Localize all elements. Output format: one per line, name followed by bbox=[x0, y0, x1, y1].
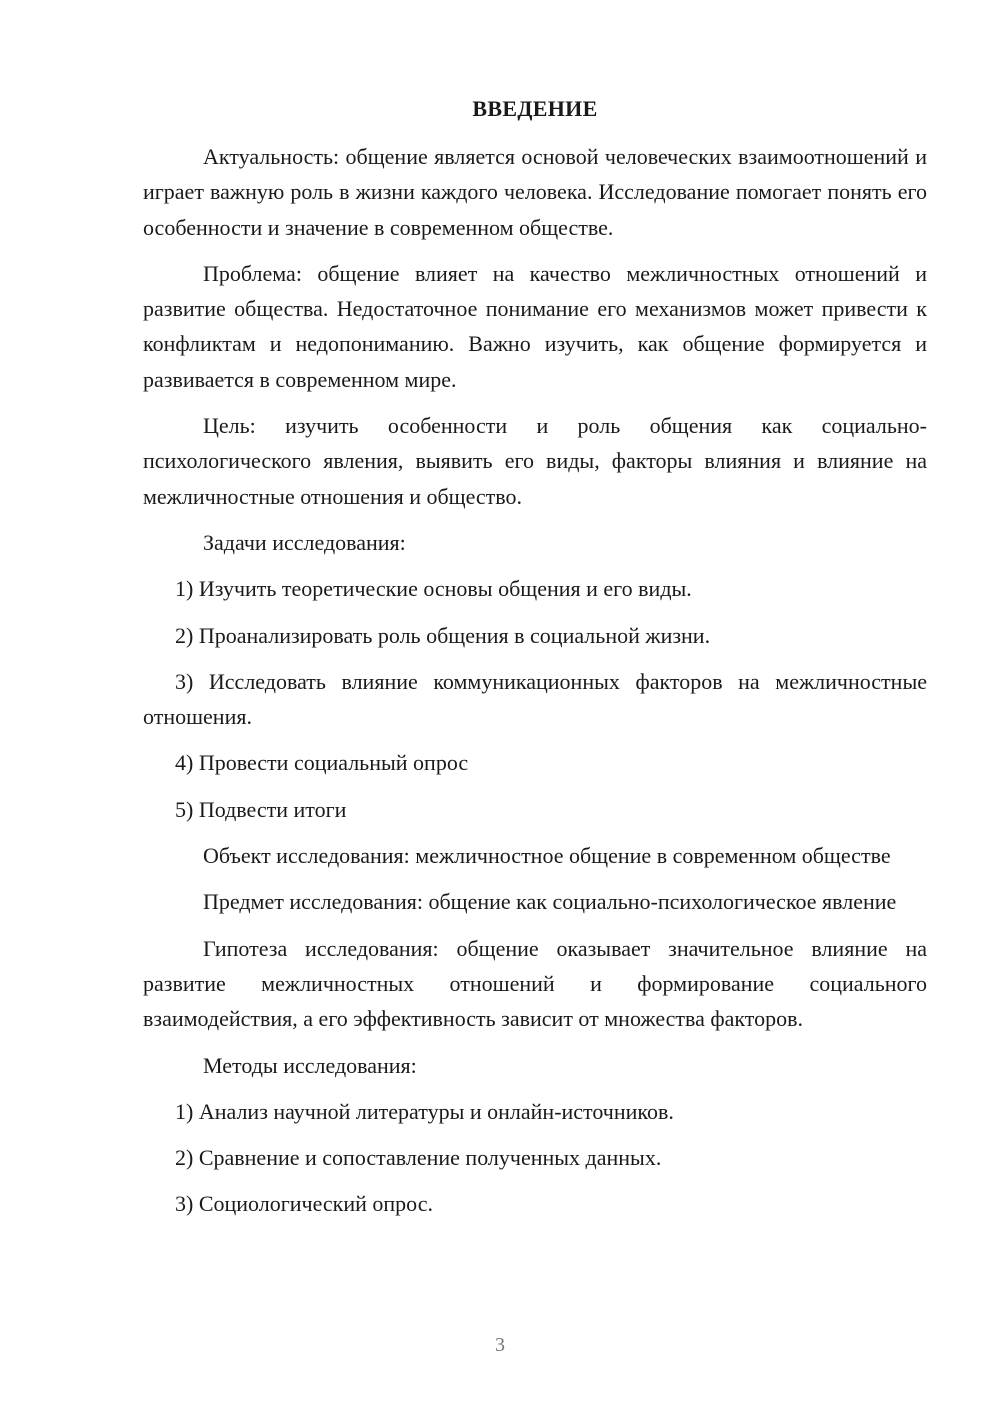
paragraph-tasks-heading: Задачи исследования: bbox=[203, 529, 406, 555]
page-number: 3 bbox=[495, 1334, 505, 1356]
paragraph-object: Объект исследования: межличностное общение в современном обществе bbox=[203, 843, 891, 869]
task-list-item: 5) Подвести итоги bbox=[175, 796, 347, 822]
section-title: ВВЕДЕНИЕ bbox=[472, 96, 598, 121]
method-list-item: 2) Сравнение и сопоставление полученных данных. bbox=[175, 1145, 662, 1171]
paragraph-problem: Проблема: общение влияет на качество межличностных отношений и развитие общества. Недостаточное понимание его механизмов может привести к конфликтам и недопониманию. Важно изучить, как общение формируется и развивается в современном мире. bbox=[143, 260, 927, 392]
task-list-item: 1) Изучить теоретические основы общения и его виды. bbox=[175, 576, 692, 602]
paragraph-methods-heading: Методы исследования: bbox=[203, 1052, 417, 1078]
task-list-item: 2) Проанализировать роль общения в социальной жизни. bbox=[175, 622, 711, 648]
paragraph-goal: Цель: изучить особенности и роль общения как социально-психологического явления, выявить его виды, факторы влияния и влияние на межличностные отношения и общество. bbox=[143, 413, 927, 509]
method-list-item: 1) Анализ научной литературы и онлайн-источников. bbox=[175, 1098, 674, 1124]
paragraph-relevance: Актуальность: общение является основой человеческих взаимоотношений и играет важную роль в жизни каждого человека. Исследование помогает понять его особенности и значение в современном обществе. bbox=[143, 144, 927, 240]
paragraph-hypothesis: Гипотеза исследования: общение оказывает значительное влияние на развитие межличностных отношений и формирование социального взаимодействия, а его эффективность зависит от множества факторов. bbox=[143, 935, 927, 1032]
method-list-item: 3) Социологический опрос. bbox=[175, 1191, 433, 1217]
task-list-item: 4) Провести социальный опрос bbox=[175, 750, 469, 776]
task-list-item: 3) Исследовать влияние коммуникационных факторов на межличностные отношения. bbox=[143, 668, 927, 730]
page-content bbox=[143, 94, 927, 1233]
paragraph-subject: Предмет исследования: общение как социально-психологическое явление bbox=[203, 889, 897, 915]
